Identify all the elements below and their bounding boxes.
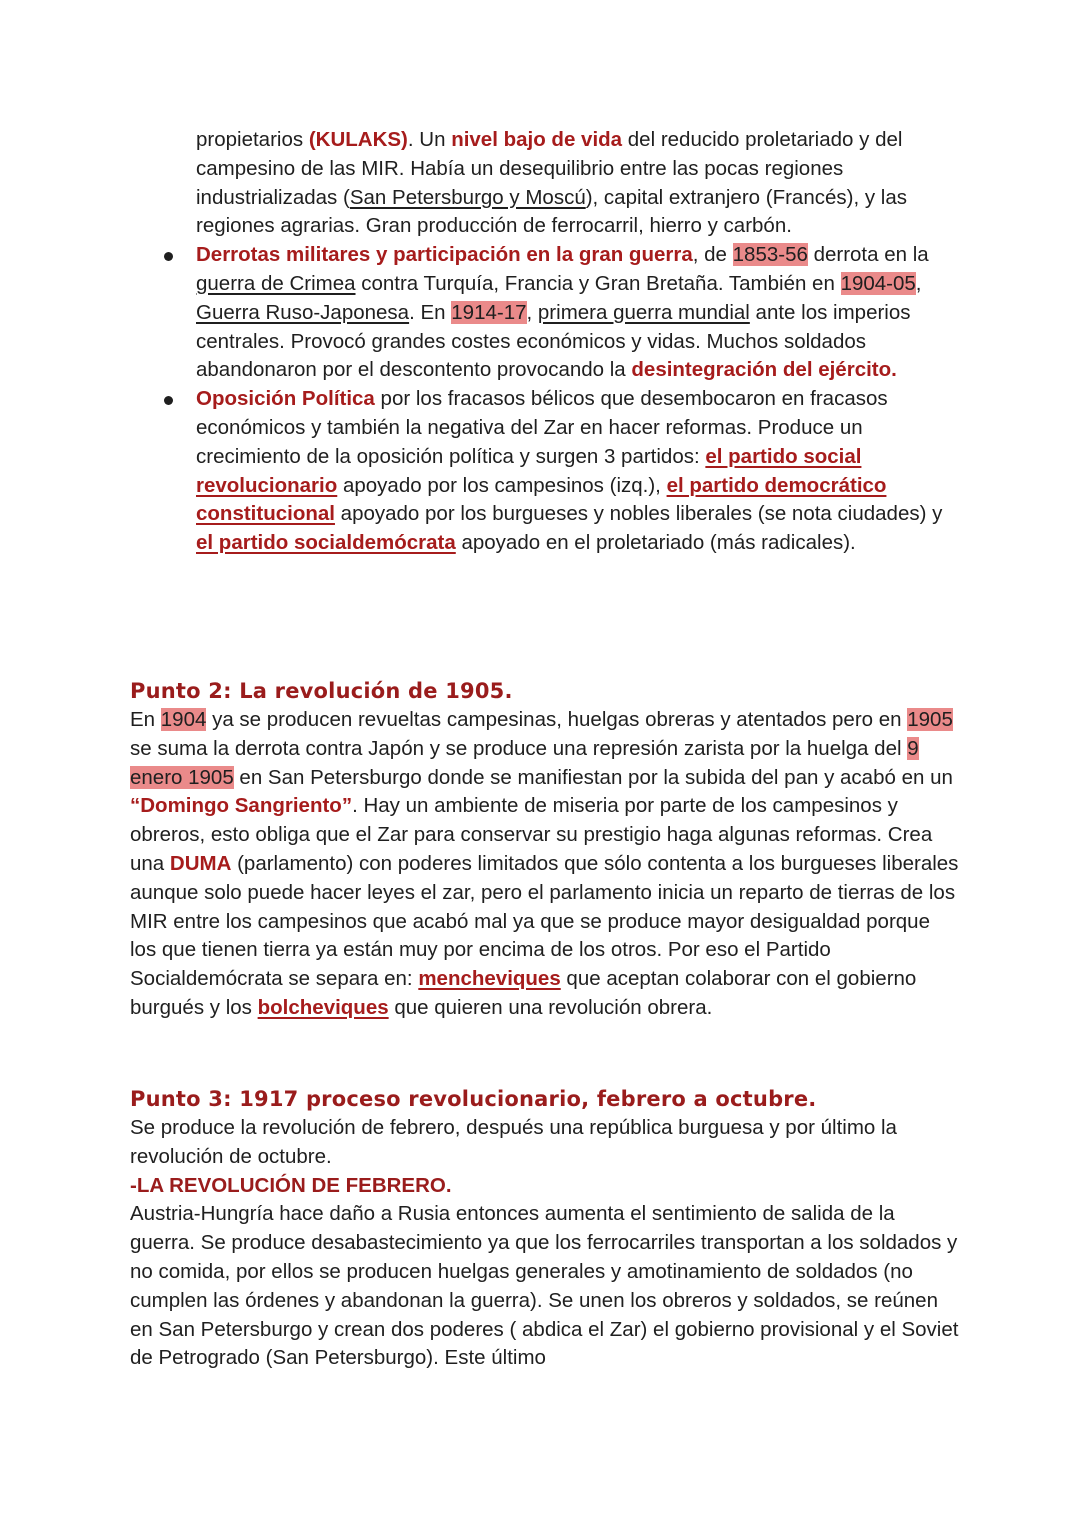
text-run: que quieren una revolución obrera.	[388, 995, 713, 1019]
text-run: , de	[692, 243, 733, 267]
text-run: ,	[526, 300, 538, 324]
bold-text: huelgas generales y amotinamiento de soldados	[437, 1259, 878, 1283]
highlighted-date: 1904	[160, 708, 207, 731]
bold-text: Soviet de Petrogrado	[130, 1317, 959, 1370]
emphasis-red-text: el partido democrático constitucional	[196, 473, 887, 526]
text-run: Austria-Hungría hace daño a Rusia entonces aumenta el sentimiento de salida de la guerra. Se produce	[130, 1202, 895, 1255]
text-run: por el descontento provocando la	[316, 358, 632, 382]
text-run: apoyado por los campesinos (izq.),	[337, 473, 667, 497]
text-run: del reducido proletariado y del campesino de las MIR. Había un	[196, 128, 903, 180]
emphasis-red-text: nivel bajo de vida	[451, 128, 623, 151]
section-paragraph	[130, 706, 960, 1023]
text-run: En	[130, 708, 161, 731]
emphasis-red-text: el partido social revolucionario	[196, 444, 862, 497]
text-run: ante los imperios centrales. Provocó grandes costes económicos y vidas. Muchos	[196, 300, 911, 353]
bold-text: propietarios	[196, 128, 309, 151]
bold-text: Partido Socialdemócrata se separa	[130, 938, 831, 991]
bold-text: derrota contra Japón	[234, 736, 425, 760]
bold-text: crecimiento de la oposición política	[196, 444, 514, 468]
highlighted-date: 1914-17	[451, 300, 527, 324]
text-run: y se produce una	[424, 736, 593, 760]
text-run: que desembocaron en	[594, 387, 811, 411]
text-run: (	[337, 185, 350, 209]
bold-text: desabastecimiento	[311, 1231, 483, 1255]
text-run: . Hay un	[352, 794, 435, 818]
emphasis-red-text: el partido socialdemócrata	[196, 531, 456, 555]
bullet-list	[160, 126, 960, 558]
section-paragraph	[130, 1200, 960, 1373]
underlined-text: San Petersburgo y Moscú	[349, 185, 586, 209]
text-run: se suma la	[130, 736, 235, 760]
text-run: . En	[409, 300, 452, 324]
text-run: en San Petersburgo donde se manifiestan por la subida del pan y acabó en un	[233, 765, 953, 789]
text-run: (no cumplen las órdenes y abandonan la guerra). Se unen los obreros y soldados, se reúnen en San Petersburgo y crean dos poderes ( abdica el Zar) el	[130, 1259, 938, 1341]
bold-text: revueltas campesinas, huelgas obreras y atentados	[357, 708, 827, 731]
text-run: del	[868, 736, 908, 760]
bullet-text	[196, 128, 907, 237]
bold-text: reparto de tierras de los MIR	[130, 880, 956, 933]
text-run: ya que los ferrocarriles transportan a los soldados y no comida, por ellos se producen	[130, 1231, 958, 1283]
bold-text: negativa del Zar	[427, 415, 575, 439]
text-run: contra Turquía, Francia y Gran Bretaña. También en	[355, 271, 841, 295]
emphasis-red-text: mencheviques	[418, 967, 561, 991]
text-run: por los	[374, 387, 448, 411]
emphasis-red-text: Oposición Política	[196, 387, 375, 411]
bold-text: represión zarista por la huelga	[592, 736, 869, 760]
bullet-text	[196, 243, 929, 381]
highlighted-date: 1905	[907, 708, 953, 731]
text-run: apoyado por los burgueses y nobles liberales (se nota ciudades) y	[334, 502, 943, 526]
text-run: (parlamento) con poderes limitados que sólo contenta a los burgueses liberales aunque solo puede hacer leyes el zar, pero el parlamento inicia un	[130, 851, 959, 904]
text-run: (San Petersburgo). Este último	[259, 1346, 546, 1370]
highlighted-date: 1853-56	[732, 243, 808, 267]
section-heading: Punto 2: La revolución de 1905.	[130, 679, 513, 703]
bullet-item-derrotas	[160, 241, 960, 385]
section-punto-2	[130, 676, 960, 1023]
bullet-dot-icon	[164, 252, 173, 261]
text-run: porque los que tienen tierra ya están muy por encima de los otros. Por eso el	[130, 909, 930, 962]
underlined-text: primera guerra mundial	[537, 300, 750, 324]
text-run: ), capital extranjero (Francés), y las regiones agrarias. Gran producción de ferrocarril, hierro y carbón.	[196, 185, 907, 238]
emphasis-red-text: desintegración del ejército.	[631, 358, 897, 382]
bold-text: haga algunas reformas	[666, 823, 877, 847]
section-heading: Punto 3: 1917 proceso revolucionario, febrero a octubre.	[130, 1087, 817, 1111]
emphasis-red-text: (KULAKS)	[308, 128, 408, 151]
bold-text: fracasos económicos	[196, 387, 888, 439]
text-run: por parte de los campesinos y obreros, esto obliga que el Zar para conservar su prestigio	[130, 794, 898, 847]
text-run: en:	[378, 967, 419, 991]
bullet-item-economia	[160, 126, 960, 241]
text-run: y el	[858, 1317, 902, 1341]
emphasis-red-text: Derrotas militares y participación en la gran guerra	[196, 243, 693, 267]
text-run: entre los campesinos que acabó mal ya que se	[167, 909, 608, 933]
bullet-item-oposicion	[160, 385, 960, 558]
underlined-text: Guerra Ruso-Japonesa	[196, 300, 410, 324]
text-run: ,	[915, 271, 922, 295]
underlined-text: guerra de Crimea	[196, 271, 356, 295]
section-punto-3	[130, 1084, 960, 1373]
bold-text: produce mayor desigualdad	[607, 909, 861, 933]
bullet-text	[196, 387, 942, 554]
text-run: derrota en la	[807, 243, 929, 267]
highlighted-date: 9 enero 1905	[130, 736, 919, 789]
highlighted-date: 1904-05	[840, 271, 916, 295]
bold-text: desequilibrio entre las pocas regiones industrializadas	[196, 156, 844, 209]
text-run: . Un	[407, 128, 452, 151]
emphasis-red-text: DUMA	[169, 851, 232, 875]
text-run: en hacer reformas. Produce un	[574, 415, 863, 439]
text-run: y también la	[305, 415, 428, 439]
text-run: pero en	[826, 708, 908, 731]
section-subheading: -LA REVOLUCIÓN DE FEBRERO.	[130, 1173, 452, 1197]
text-run: . Crea una	[130, 823, 933, 875]
text-run: que aceptan colaborar con el gobierno burgués y los	[130, 967, 917, 1019]
bold-text: gobierno provisional	[674, 1317, 859, 1341]
bullet-dot-icon	[164, 396, 173, 405]
bold-text: soldados abandonaron	[196, 329, 867, 382]
bold-text: fracasos bélicos	[447, 387, 595, 411]
text-run: y surgen 3 partidos:	[513, 444, 706, 468]
emphasis-red-text: bolcheviques	[257, 995, 389, 1019]
emphasis-red-text: “Domingo Sangriento”	[130, 794, 353, 818]
bold-text: ambiente de miseria	[434, 794, 619, 818]
section-intro: Se produce la revolución de febrero, después una república burguesa y por último la revolución de octubre.	[130, 1116, 897, 1168]
text-run: ya se producen	[206, 708, 358, 731]
text-run: apoyado en el proletariado (más radicales).	[455, 531, 856, 555]
